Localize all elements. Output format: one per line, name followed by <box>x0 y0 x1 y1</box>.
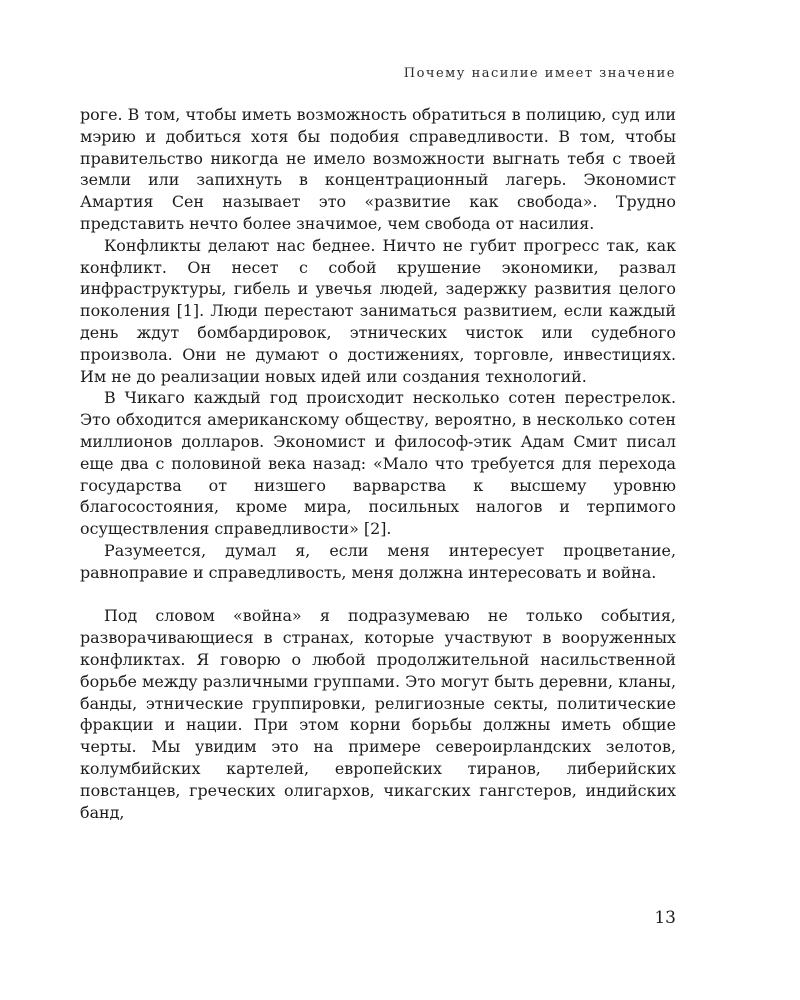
running-head: Почему насилие имеет значение <box>403 66 676 81</box>
paragraph-3: В Чикаго каждый год происходит несколько сотен перестрелок. Это обходится американскому обществу, вероятно, в несколько сотен миллионов долларов. Экономист и философ-этик Адам Смит писал еще два с половиной века назад: «Мало что требуется для перехода государства от низшего варварства к высшему уровню благосостояния, кроме мира, посильных налогов и терпимого осуществления справедливости» [2]. <box>80 388 676 539</box>
paragraph-4: Разумеется, думал я, если меня интересует процветание, равноправие и справедливость, меня должна интересовать и война. <box>80 540 676 582</box>
page-body <box>80 104 676 823</box>
paragraph-2: Конфликты делают нас беднее. Ничто не губит прогресс так, как конфликт. Он несет с собой крушение экономики, развал инфраструктуры, гибель и увечья людей, задержку развития целого поколения [1]. Люди перестают заниматься развитием, если каждый день ждут бомбардировок, этнических чисток или судебного произвола. Они не думают о достижениях, торговле, инвестициях. Им не до реализации новых идей или создания технологий. <box>80 235 676 386</box>
page-number: 13 <box>654 908 676 928</box>
paragraph-1: роге. В том, чтобы иметь возможность обратиться в полицию, суд или мэрию и добиться хотя бы подобия справедливости. В том, чтобы правительство никогда не имело возможности выгнать тебя с твоей земли или запихнуть в концентрационный лагерь. Экономист Амартия Сен называет это «развитие как свобода». Трудно представить нечто более значимое, чем свобода от насилия. <box>80 105 676 233</box>
paragraph-5: Под словом «война» я подразумеваю не только события, разворачивающиеся в странах, которые участвуют в вооруженных конфликтах. Я говорю о любой продолжительной насильственной борьбе между различными группами. Это могут быть деревни, кланы, банды, этнические группировки, религиозные секты, политические фракции и нации. При этом корни борьбы должны иметь общие черты. Мы увидим это на примере североирландских зелотов, колумбийских картелей, европейских тиранов, либерийских повстанцев, греческих олигархов, чикагских гангстеров, индийских банд, <box>80 606 676 822</box>
